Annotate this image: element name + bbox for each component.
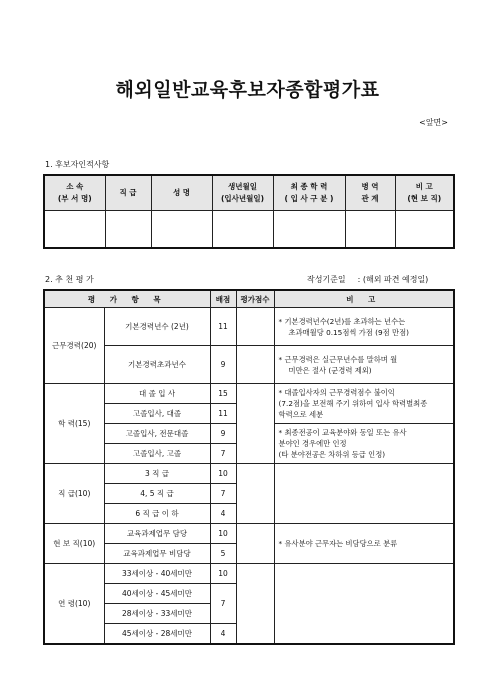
remark-note xyxy=(274,564,454,644)
evaluation-table xyxy=(43,289,455,645)
score-input[interactable] xyxy=(236,384,274,464)
table-row xyxy=(44,346,454,384)
category-rank: 직 급(10) xyxy=(44,464,104,524)
points-value: 7 xyxy=(210,484,236,504)
header-eval-remarks: 비 고 xyxy=(274,290,454,308)
section1-heading: 1. 후보자인적사항 xyxy=(45,160,110,169)
remark-note: * 기본경력년수(2년)를 초과하는 년수는 초과매월당 0.15점씩 가점 (9점 만점) xyxy=(274,308,454,346)
name-field[interactable] xyxy=(151,211,212,249)
remark-note: * 유사분야 근무자는 비담당으로 분류 xyxy=(274,524,454,564)
eval-item: 기본경력년수 (2년) xyxy=(104,308,210,346)
rank-field[interactable] xyxy=(105,211,151,249)
points-value: 10 xyxy=(210,464,236,484)
eval-item: 4, 5 직 급 xyxy=(104,484,210,504)
military-field[interactable] xyxy=(345,211,395,249)
points-value: 5 xyxy=(210,544,236,564)
candidate-info-table xyxy=(43,174,455,249)
document-title: 해외일반교육후보자종합평가표 xyxy=(115,79,380,101)
score-input[interactable] xyxy=(236,308,274,346)
birthdate-field[interactable] xyxy=(212,211,273,249)
header-points: 배점 xyxy=(210,290,236,308)
remark-note xyxy=(274,464,454,524)
eval-item: 기본경력초과년수 xyxy=(104,346,210,384)
table-row xyxy=(44,464,454,484)
header-name: 성 명 xyxy=(151,175,212,211)
points-value: 15 xyxy=(210,384,236,404)
eval-item: 6 직 급 이 하 xyxy=(104,504,210,524)
eval-item: 40세이상 - 45세미만 xyxy=(104,584,210,604)
eval-item: 고졸입사, 대졸 xyxy=(104,404,210,424)
table-row xyxy=(44,308,454,346)
header-rank: 직 급 xyxy=(105,175,151,211)
points-value: 11 xyxy=(210,404,236,424)
points-value: 4 xyxy=(210,624,236,644)
eval-item: 33세이상 - 40세미만 xyxy=(104,564,210,584)
points-value: 11 xyxy=(210,308,236,346)
header-department: 소 속 (부 서 명) xyxy=(44,175,105,211)
education-field[interactable] xyxy=(273,211,345,249)
header-education: 최 종 학 력 ( 입 사 구 분 ) xyxy=(273,175,345,211)
table-row xyxy=(44,384,454,404)
points-value: 7 xyxy=(210,444,236,464)
eval-item: 교육과제업무 비담당 xyxy=(104,544,210,564)
points-value: 4 xyxy=(210,504,236,524)
category-education: 학 력(15) xyxy=(44,384,104,464)
table-row xyxy=(44,524,454,544)
section2-heading: 2. 추 천 평 가 xyxy=(45,275,94,284)
remark-note: * 대졸입사자의 근무경력점수 불이익 (7.2점)을 보전해 주기 위하여 입사 학력별최종 학력으로 세분 xyxy=(274,384,454,424)
remark-note: * 최종전공이 교육분야와 동일 또는 유사 분야인 경우에만 인정 (타 분야전공은 차하위 등급 인정) xyxy=(274,424,454,464)
header-military: 병 역 관 계 xyxy=(345,175,395,211)
eval-item: 교육과제업무 담당 xyxy=(104,524,210,544)
remark-note: * 근무경력은 실근무년수를 말하며 월 미만은 절사 (군경력 제외) xyxy=(274,346,454,384)
eval-item: 고졸입사, 고졸 xyxy=(104,444,210,464)
evaluation-header-row xyxy=(44,290,454,308)
score-input[interactable] xyxy=(236,564,274,644)
remarks-field[interactable] xyxy=(395,211,454,249)
points-value: 9 xyxy=(210,424,236,444)
eval-item: 고졸입사, 전문대졸 xyxy=(104,424,210,444)
category-current-post: 현 보 직(10) xyxy=(44,524,104,564)
eval-item: 3 직 급 xyxy=(104,464,210,484)
points-value: 9 xyxy=(210,346,236,384)
reference-date: 작성기준일 : (해외 파견 예정일) xyxy=(307,275,429,284)
candidate-info-input-row xyxy=(44,211,454,249)
table-row xyxy=(44,564,454,584)
department-field[interactable] xyxy=(44,211,105,249)
header-eval-item: 평 가 항 목 xyxy=(44,290,210,308)
eval-item: 대 졸 입 사 xyxy=(104,384,210,404)
score-input[interactable] xyxy=(236,464,274,524)
category-career: 근무경력(20) xyxy=(44,308,104,384)
candidate-info-header-row xyxy=(44,175,454,211)
score-input[interactable] xyxy=(236,524,274,564)
eval-item: 28세이상 - 33세미만 xyxy=(104,604,210,624)
category-age: 연 령(10) xyxy=(44,564,104,644)
points-value: 10 xyxy=(210,564,236,584)
eval-item: 45세이상 - 28세미만 xyxy=(104,624,210,644)
header-score: 평가점수 xyxy=(236,290,274,308)
score-input[interactable] xyxy=(236,346,274,384)
points-value: 7 xyxy=(210,584,236,624)
page-side-label: <앞면> xyxy=(419,118,448,127)
points-value: 10 xyxy=(210,524,236,544)
header-birthdate: 생년월일 (입사년월일) xyxy=(212,175,273,211)
header-remarks: 비 고 (현 보 직) xyxy=(395,175,454,211)
